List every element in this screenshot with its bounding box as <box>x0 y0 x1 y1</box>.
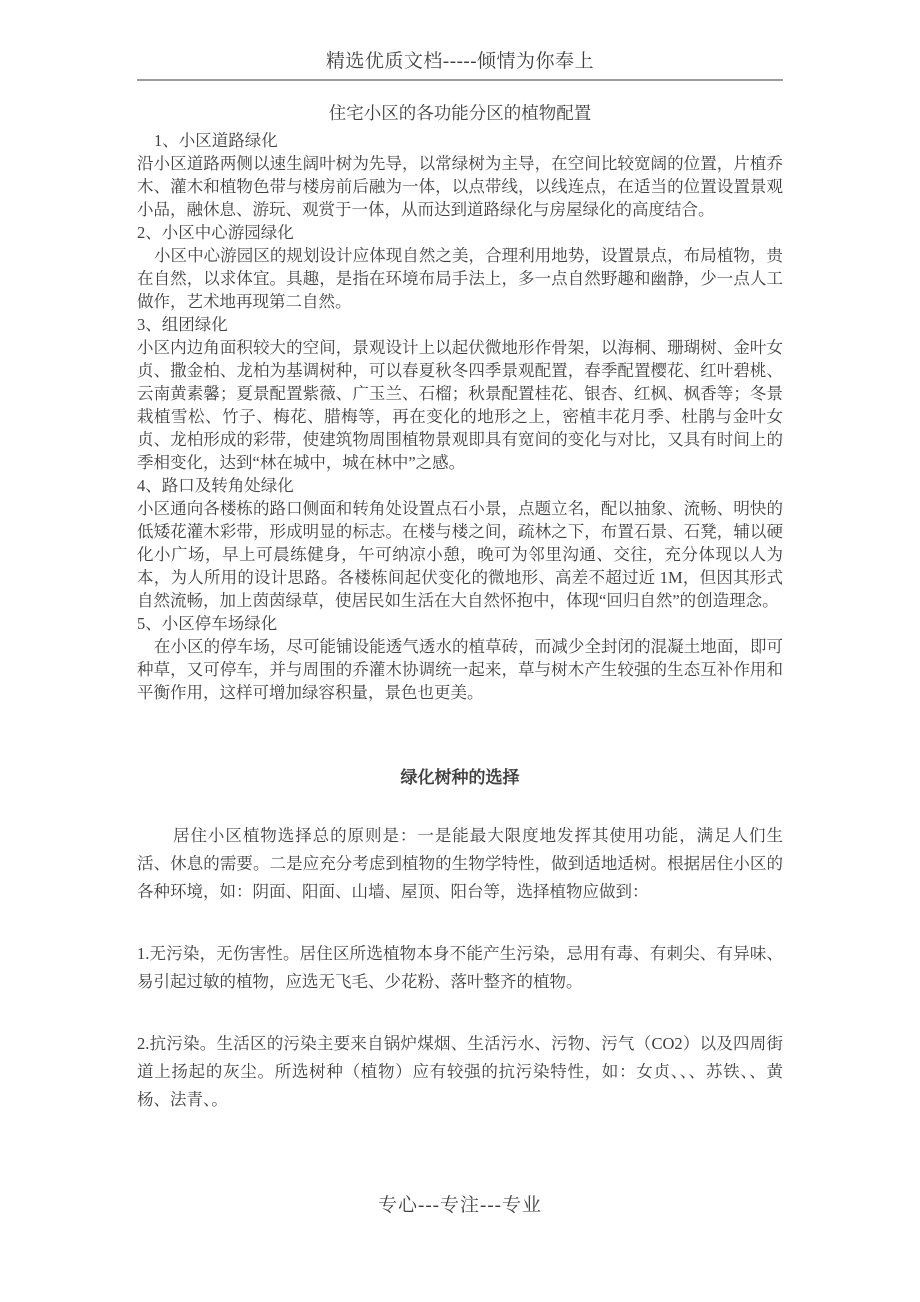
page-header-text: 精选优质文档-----倾情为你奉上 <box>325 51 595 72</box>
doc-paragraph: 2、小区中心游园绿化 <box>137 223 294 242</box>
doc-paragraph: 小区通向各楼栋的路口侧面和转角处设置点石小景，点题立名，配以抽象、流畅、明快的低矮花灌木彩带，形成明显的标志。在楼与楼之间，疏林之下，布置石景、石凳，辅以硬化小广场，早上可晨练健身，午可纳凉小憩，晚可为邻里沟通、交往，充分体现以人为本，为人所用的设计思路。各楼栋间起伏变化的微地形、高差不超过近 1M，但因其形式自然流畅，加上茵茵绿草，使居民如生活在大自然怀抱中，体现“回归自然”的创造理念。 <box>137 499 783 610</box>
doc-paragraph: 4、路口及转角处绿化 <box>137 476 294 495</box>
doc-paragraph: 1、小区道路绿化 <box>154 131 278 150</box>
doc-paragraph: 小区中心游园区的规划设计应体现自然之美，合理利用地势，设置景点，布局植物，贵在自然，以求体宜。具趣，是指在环境布局手法上，多一点自然野趣和幽静，少一点人工做作，艺术地再现第二自然。 <box>137 246 783 311</box>
section-heading-species-selection: 绿化树种的选择 <box>400 768 520 787</box>
doc-paragraph: 5、小区停车场绿化 <box>137 614 278 633</box>
doc-paragraph: 2.抗污染。生活区的污染主要来自锅炉煤烟、生活污水、污物、污气（CO2）以及四周街道上扬起的灰尘。所选树种（植物）应有较强的抗污染特性，如：女贞、、、苏铁、、黄杨、法青、。 <box>137 1034 783 1109</box>
section-species-selection <box>137 822 783 1114</box>
page-footer-text: 专心---专注---专业 <box>378 1195 542 1216</box>
doc-paragraph: 小区内边角面积较大的空间，景观设计上以起伏微地形作骨架，以海桐、珊瑚树、金叶女贞、撒金柏、龙柏为基调树种，可以春夏秋冬四季景观配置，春季配置樱花、红叶碧桃、云南黄素馨；夏景配置紫薇、广玉兰、石榴；秋景配置桂花、银杏、红枫、枫香等；冬景栽植雪松、竹子、梅花、腊梅等，再在变化的地形之上，密植丰花月季、杜鹃与金叶女贞、龙柏形成的彩带，使建筑物周围植物景观即具有宽间的变化与对比，又具有时间上的季相变化，达到“林在城中，城在林中”之感。 <box>137 338 783 472</box>
doc-paragraph: 3、组团绿化 <box>137 315 228 334</box>
document-title: 住宅小区的各功能分区的植物配置 <box>328 103 592 123</box>
section-functional-zones <box>137 129 783 704</box>
header-rule <box>137 79 783 81</box>
page-content <box>137 0 783 1114</box>
doc-paragraph: 沿小区道路两侧以速生阔叶树为先导，以常绿树为主导，在空间比较宽阔的位置，片植乔木、灌木和植物色带与楼房前后融为一体，以点带线，以线连点，在适当的位置设置景观小品，融休息、游玩、观赏于一体，从而达到道路绿化与房屋绿化的高度结合。 <box>137 154 783 219</box>
doc-paragraph: 1.无污染，无伤害性。居住区所选植物本身不能产生污染，忌用有毒、有刺尖、有异味、易引起过敏的植物，应选无飞毛、少花粉、落叶整齐的植物。 <box>137 944 783 991</box>
doc-paragraph: 居住小区植物选择总的原则是：一是能最大限度地发挥其使用功能，满足人们生活、休息的需要。二是应充分考虑到植物的生物学特性，做到适地适树。根据居住小区的各种环境，如：阴面、阳面、山墙、屋顶、阳台等，选择植物应做到： <box>137 826 783 901</box>
doc-paragraph: 在小区的停车场，尽可能铺设能透气透水的植草砖，而减少全封闭的混凝土地面，即可种草，又可停车，并与周围的乔灌木协调统一起来，草与树木产生较强的生态互补作用和平衡作用，这样可增加绿容积量，景色也更美。 <box>137 637 783 702</box>
